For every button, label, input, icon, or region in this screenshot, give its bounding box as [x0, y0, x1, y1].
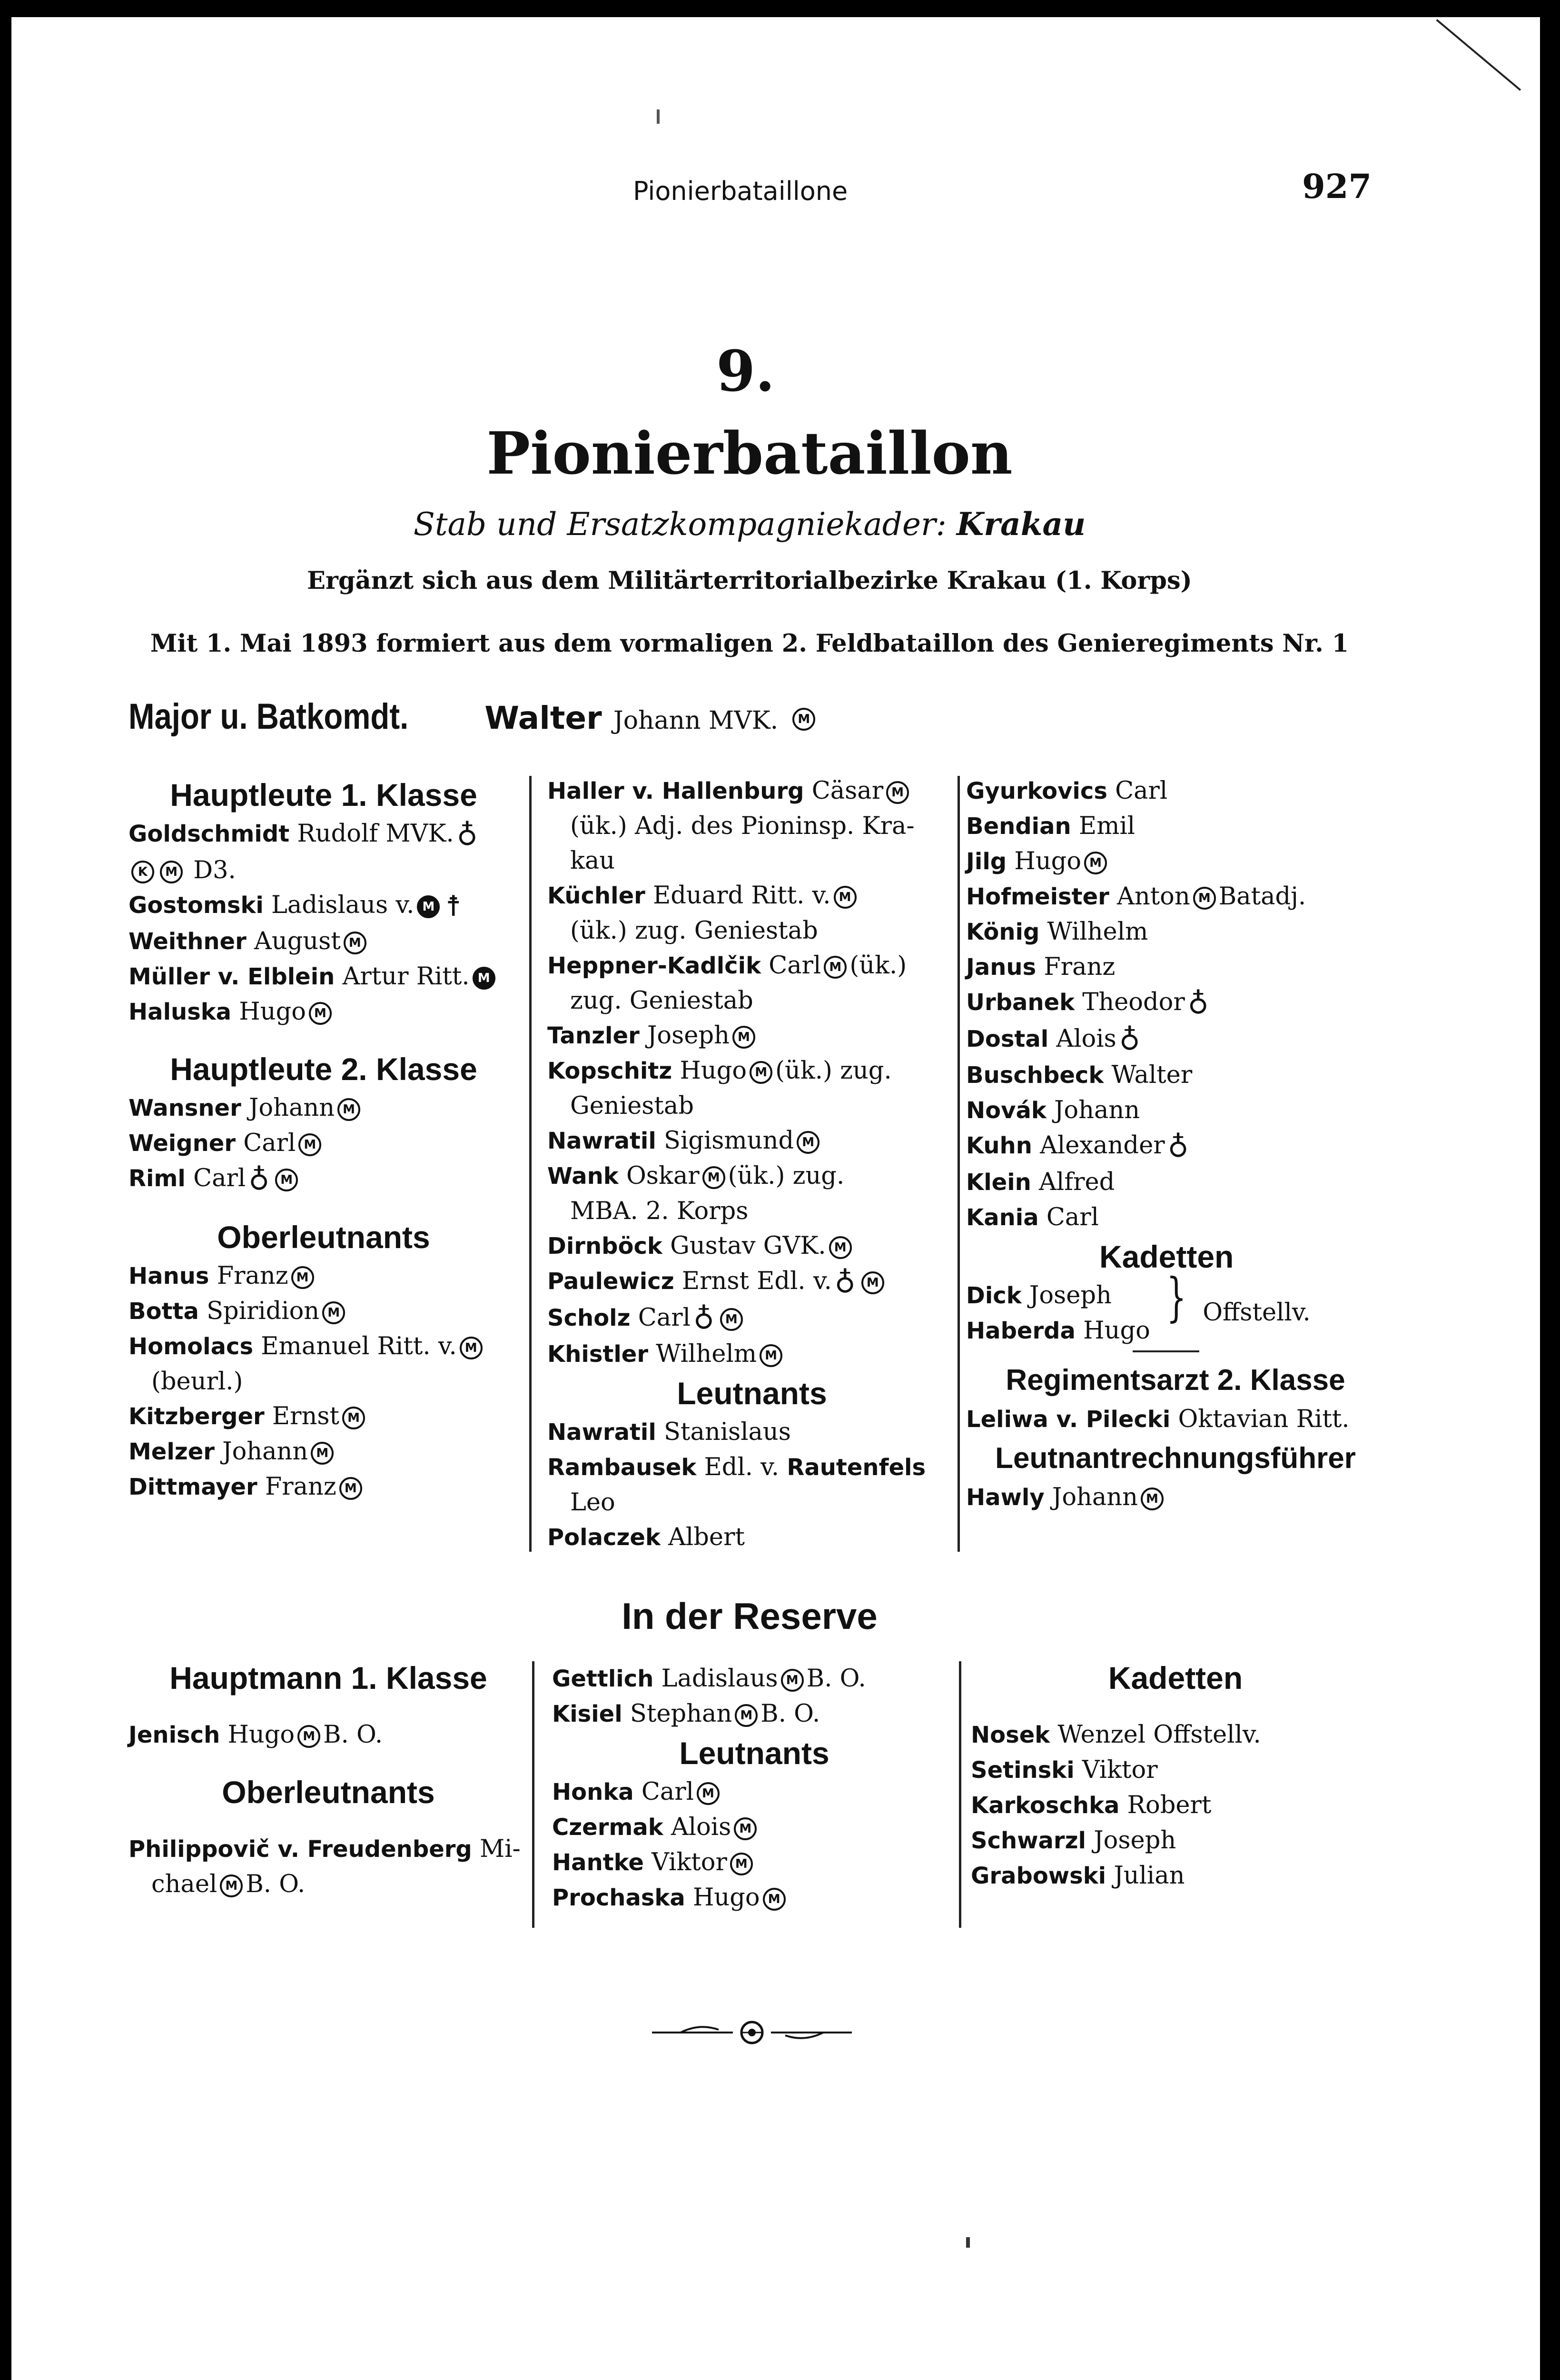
list-item: Haller v. Hallenburg Cäsar M	[547, 774, 957, 809]
list-item: Kisiel Stephan M B. O.	[552, 1700, 820, 1728]
commander-name: Walter	[484, 700, 602, 736]
list-item: Leo	[570, 1488, 615, 1517]
list-item: Goldschmidt Rudolf MVK. ♁	[128, 818, 478, 852]
list-item: Rambausek Edl. v. Rautenfels	[547, 1453, 926, 1481]
list-item: Nawratil Stanislaus	[547, 1418, 791, 1446]
column-divider	[958, 776, 960, 1552]
scan-border-top	[0, 0, 1560, 17]
merit-medal-icon: M	[760, 1344, 782, 1367]
short-rule	[1133, 1350, 1199, 1352]
reserve-column-1	[128, 1656, 528, 1902]
merit-medal-icon: M	[322, 1301, 345, 1324]
list-item: zug. Geniestab	[570, 987, 753, 1015]
list-item: Kania Carl	[966, 1203, 1099, 1231]
merit-medal-icon: M	[298, 1133, 321, 1156]
list-item: Nosek Wenzel Offstellv.	[971, 1721, 1261, 1749]
list-item: Dostal Alois ♁	[966, 1023, 1140, 1057]
brace-icon: }	[1166, 1266, 1187, 1328]
merit-medal-icon: M	[732, 1026, 755, 1049]
column-divider	[529, 776, 532, 1552]
list-item: Geniestab	[570, 1092, 694, 1120]
heading-rechnungsfuehrer: Leutnantrechnungsführer	[995, 1441, 1356, 1475]
merit-medal-icon: M	[460, 1337, 483, 1359]
column-divider	[959, 1661, 961, 1928]
list-item: Urbanek Theodor ♁	[966, 987, 1209, 1021]
merit-medal-icon: M	[730, 1853, 753, 1875]
column-2	[547, 774, 957, 1555]
list-item: Janus Franz	[966, 953, 1116, 981]
list-item: (ük.) Adj. des Pioninsp. Kra-	[570, 812, 915, 840]
list-item: (beurl.)	[151, 1367, 243, 1396]
list-item: chael M B. O.	[151, 1870, 306, 1898]
list-item: Scholz Carl ♁ M	[547, 1300, 957, 1337]
merit-medal-icon: M	[797, 1131, 819, 1154]
reserve-heading: In der Reserve	[622, 1595, 878, 1637]
list-item: Kitzberger Ernst M	[128, 1399, 519, 1434]
formation-note: Mit 1. Mai 1893 formiert aus dem vormaligen 2. Feldbataillon des Genieregiments Nr. 1	[150, 629, 1349, 658]
list-item: Grabowski Julian	[971, 1862, 1185, 1890]
merit-medal-icon: M	[473, 967, 495, 990]
list-item: Setinski Viktor	[971, 1756, 1158, 1784]
merit-medal-icon: M	[886, 781, 909, 804]
merit-medal-icon: M	[781, 1669, 804, 1692]
merit-medal-icon: M	[1193, 887, 1216, 910]
list-item: Czermak Alois M	[552, 1810, 957, 1845]
merit-medal-icon: M	[291, 1266, 314, 1289]
heading-hauptmann-1: Hauptmann 1. Klasse	[169, 1660, 487, 1696]
list-item: Hawly Johann M	[966, 1480, 1385, 1515]
heading-leutnants: Leutnants	[677, 1376, 827, 1411]
list-item: Jilg Hugo M	[966, 844, 1385, 879]
list-item: Kopschitz Hugo M (ük.) zug.	[547, 1057, 892, 1085]
column-divider	[532, 1661, 534, 1928]
list-item: Honka Carl M	[552, 1775, 957, 1810]
list-item: Weithner August M	[128, 924, 519, 959]
list-item: Jenisch Hugo M B. O.	[128, 1721, 383, 1749]
merit-medal-icon: M	[750, 1061, 772, 1084]
merit-medal-icon: M	[702, 1166, 725, 1189]
list-item: Kuhn Alexander ♁	[966, 1130, 1189, 1164]
list-item: Küchler Eduard Ritt. v. M	[547, 878, 957, 913]
heading-kadetten: Kadetten	[1099, 1239, 1234, 1274]
list-item: Paulewicz Ernst Edl. v. ♁ M	[547, 1264, 957, 1300]
merit-medal-icon: M	[1141, 1488, 1164, 1510]
heading-hauptleute-2: Hauptleute 2. Klasse	[170, 1051, 477, 1087]
list-item: Gostomski Ladislaus v. M ☨	[128, 890, 462, 923]
order-k-icon: K	[131, 861, 154, 883]
list-item: Polaczek Albert	[547, 1523, 745, 1551]
merit-medal-icon: M	[824, 956, 847, 979]
list-item: Novák Johann	[966, 1096, 1140, 1124]
list-item: Dirnböck Gustav GVK. M	[547, 1229, 957, 1264]
heading-regimentsarzt: Regimentsarzt 2. Klasse	[1006, 1363, 1345, 1397]
heading-oberleutnants-reserve: Oberleutnants	[222, 1775, 435, 1810]
list-item: Nawratil Sigismund M	[547, 1123, 957, 1159]
merit-medal-icon: M	[311, 1442, 334, 1465]
merit-medal-icon: M	[297, 1725, 320, 1748]
ring-icon: ♁	[1187, 987, 1209, 1021]
commander-given: Johann MVK.	[613, 706, 779, 735]
list-item: Melzer Johann M	[128, 1434, 519, 1469]
ring-icon: ♁	[456, 818, 478, 852]
merit-medal-icon: M	[339, 1477, 362, 1500]
list-item: K M D3.	[128, 853, 519, 888]
list-item: Botta Spiridion M	[128, 1294, 519, 1329]
list-item: Gyurkovics Carl	[966, 777, 1168, 805]
list-item: Homolacs Emanuel Ritt. v. M	[128, 1329, 519, 1364]
merit-medal-icon: M	[337, 1098, 360, 1121]
list-item: Hofmeister Anton M Batadj.	[966, 883, 1306, 911]
scan-border-right	[1540, 0, 1560, 2380]
stab-prefix: Stab und Ersatzkompagniekader:	[413, 506, 947, 543]
merit-medal-icon: M	[720, 1308, 743, 1331]
cross-icon: ☨	[445, 890, 462, 923]
heading-hauptleute-1: Hauptleute 1. Klasse	[170, 777, 477, 813]
list-item: Bendian Emil	[966, 812, 1135, 840]
stab-place: Krakau	[956, 506, 1086, 543]
kadetten-group	[966, 1266, 1385, 1349]
merit-medal-icon: M	[763, 1888, 786, 1911]
merit-medal-icon: M	[1084, 852, 1107, 874]
list-item: Leliwa v. Pilecki Oktavian Ritt.	[966, 1405, 1350, 1433]
list-item: Hantke Viktor M	[552, 1845, 957, 1880]
heading-oberleutnants: Oberleutnants	[217, 1219, 430, 1255]
merit-medal-icon: M	[342, 1407, 365, 1429]
column-1	[128, 774, 519, 1505]
scan-border-left	[0, 0, 11, 2380]
heading-leutnants-reserve: Leutnants	[679, 1735, 829, 1771]
list-item: (ük.) zug. Geniestab	[570, 917, 818, 945]
merit-medal-icon: M	[735, 1704, 758, 1727]
commander-rank: Major u. Batkomdt.	[128, 696, 409, 737]
merit-medal-icon: M	[792, 708, 815, 731]
list-item: Riml Carl ♁ M	[128, 1161, 519, 1198]
column-3	[966, 774, 1385, 1515]
merit-medal-icon: M	[275, 1169, 298, 1191]
list-item: Haberda Hugo	[966, 1316, 1150, 1345]
merit-medal-icon: M	[734, 1817, 757, 1840]
scan-corner-mark	[1436, 19, 1521, 91]
merit-medal-icon: M	[160, 861, 183, 883]
commander-line	[128, 695, 818, 737]
list-item: Heppner-Kadlčik Carl M (ük.)	[547, 952, 907, 980]
scan-speck	[966, 2237, 970, 2248]
merit-medal-icon: M	[220, 1874, 243, 1897]
list-item: kau	[570, 847, 615, 875]
list-item: Müller v. Elblein Artur Ritt. M	[128, 959, 519, 994]
page-title: Pionierbataillon	[486, 419, 1013, 487]
list-item: Philippovič v. Freudenberg Mi-	[128, 1835, 521, 1863]
scan-speck	[657, 109, 660, 124]
list-item: Wansner Johann M	[128, 1091, 519, 1126]
ring-icon: ♁	[1167, 1130, 1189, 1164]
list-item: Buschbeck Walter	[966, 1061, 1193, 1089]
list-item: Gettlich Ladislaus M B. O.	[552, 1665, 866, 1693]
merit-medal-icon: M	[309, 1002, 332, 1025]
ornament-divider-icon	[652, 2018, 852, 2047]
merit-medal-icon: M	[697, 1782, 720, 1805]
merit-medal-icon: M	[861, 1271, 884, 1294]
reserve-column-2	[552, 1661, 957, 1915]
ring-icon: ♁	[834, 1266, 856, 1299]
list-item: Hanus Franz M	[128, 1259, 519, 1294]
list-item: Haluska Hugo M	[128, 994, 519, 1030]
merit-medal-icon: M	[829, 1236, 852, 1259]
list-item: MBA. 2. Korps	[570, 1197, 749, 1225]
stab-line	[0, 506, 1499, 543]
ring-icon: ♁	[1119, 1023, 1140, 1057]
list-item: Wank Oskar M (ük.) zug.	[547, 1162, 845, 1190]
reserve-column-3	[971, 1656, 1380, 1894]
ring-icon: ♁	[248, 1163, 270, 1197]
list-item: Dick Joseph	[966, 1281, 1112, 1309]
list-item: Klein Alfred	[966, 1168, 1115, 1196]
section-number: 9.	[716, 338, 775, 404]
list-item: Dittmayer Franz M	[128, 1469, 519, 1505]
running-head: Pionierbataillone	[633, 176, 848, 206]
merit-medal-icon: M	[344, 932, 366, 954]
list-item: König Wilhelm	[966, 918, 1148, 946]
list-item: Prochaska Hugo M	[552, 1880, 957, 1915]
merit-medal-icon: M	[834, 886, 857, 909]
list-item: Weigner Carl M	[128, 1126, 519, 1161]
list-item: Tanzler Joseph M	[547, 1018, 957, 1053]
recruitment-note: Ergänzt sich aus dem Militärterritorialbezirke Krakau (1. Korps)	[307, 566, 1192, 595]
list-item: Karkoschka Robert	[971, 1791, 1212, 1819]
merit-medal-icon: M	[417, 895, 440, 918]
page-number: 927	[1302, 167, 1372, 206]
kadetten-note: Offstellv.	[1203, 1298, 1311, 1327]
list-item: Khistler Wilhelm M	[547, 1337, 957, 1372]
list-item: Schwarzl Joseph	[971, 1826, 1176, 1854]
ring-icon: ♁	[693, 1302, 714, 1336]
heading-kadetten-reserve: Kadetten	[1108, 1660, 1243, 1696]
